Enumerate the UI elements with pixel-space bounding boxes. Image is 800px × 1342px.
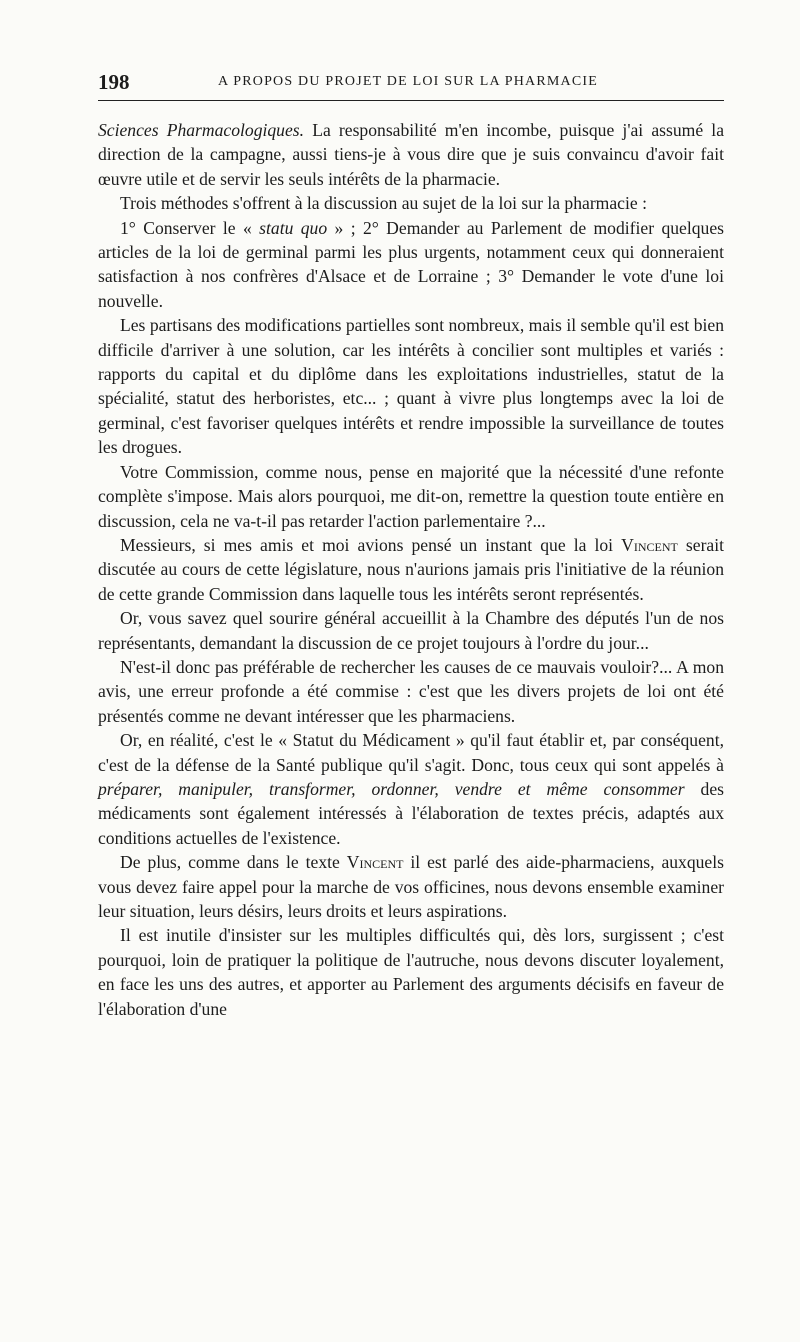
paragraph-6-text-c: serait discutée au cours de cette législature, nous n'aurions jamais pris l'initiative de la réunion de cette grande Commission dans laquelle tous les intérêts seront représentés. (98, 534, 725, 604)
paragraph-3-text-c: » ; 2° Demander au Parlement de modifier quelques articles de la loi de germinal parmi les plus urgents, notamment ceux qui donneraient satisfaction à nos confrères d'Alsace et de Lorraine ; 3° Demander le vote d'une loi nouvelle. (98, 217, 725, 311)
paragraph-9-text-c: des médicaments sont également intéressés à l'élaboration de textes précis, adaptés aux conditions actuelles de l'existence. (98, 778, 724, 848)
paragraph-2: Trois méthodes s'offrent à la discussion au sujet de la loi sur la pharmacie : (120, 193, 647, 214)
paragraph-3-text-a: 1° Conserver le « (120, 217, 260, 238)
paragraph-1-text: La responsabilité m'en incombe, puisque j'ai assumé la direction de la campagne, aussi tiens-je à vous dire que je suis convaincu d'avoir fait œuvre utile et de servir les seuls intérêts de la pharmacie. (98, 120, 724, 189)
page-header (98, 64, 724, 101)
paragraph-11: Il est inutile d'insister sur les multiples difficultés qui, dès lors, surgissent ; c'est pourquoi, loin de pratiquer la politique de l'autruche, nous devons discuter loyalement, en face les uns des autres, et apporter au Parlement des arguments décisifs en faveur de l'élaboration d'une (98, 925, 724, 1019)
paragraph-1 (98, 118, 724, 191)
paragraph-10 (98, 850, 724, 923)
paragraph-7: Or, vous savez quel sourire général accueillit à la Chambre des députés l'un de nos représentants, demandant la discussion de ce projet toujours à l'ordre du jour... (98, 608, 724, 653)
paragraph-1-italic: Sciences Pharmacologiques. (98, 120, 305, 140)
paragraph-9-text-a: Or, en réalité, c'est le « Statut du Médicament » qu'il faut établir et, par conséquent, c'est de la défense de la Santé publique qu'il s'agit. Donc, tous ceux qui sont appelés à (98, 730, 724, 775)
paragraph-5: Votre Commission, comme nous, pense en majorité que la nécessité d'une refonte complète s'impose. Mais alors pourquoi, me dit-on, remettre la question toute entière en discussion, cela ne va-t-il pas retarder l'action parlementaire ?... (98, 461, 724, 531)
page-number: 198 (98, 70, 130, 94)
paragraph-10-text-a: De plus, comme dans le texte (120, 852, 347, 873)
paragraph-6-name: Vincent (621, 534, 678, 555)
paragraph-9-italic: préparer, manipuler, transformer, ordonner, vendre et même consommer (98, 778, 685, 799)
paragraph-3 (98, 216, 724, 314)
running-title: A PROPOS DU PROJET DE LOI SUR LA PHARMACIE (218, 74, 598, 89)
paragraph-10-name: Vincent (346, 852, 404, 873)
paragraph-6-text-a: Messieurs, si mes amis et moi avions pensé un instant que la loi (120, 534, 622, 555)
body-text (98, 118, 724, 1021)
paragraph-3-italic: statu quo (259, 217, 328, 238)
paragraph-10-text-c: il est parlé des aide-pharmaciens, auxquels vous devez faire appel pour la marche de vos officines, nous devons ensemble examiner leur situation, leurs désirs, leurs droits et leurs aspirations. (98, 852, 724, 921)
paragraph-6 (98, 533, 724, 606)
paragraph-9 (98, 728, 724, 850)
paragraph-4: Les partisans des modifications partielles sont nombreux, mais il semble qu'il est bien difficile d'arriver à une solution, car les intérêts à concilier sont multiples et variés : rapports du capital et du diplôme dans les exploitations industrielles, statut de la spécialité, statut des herboristes, etc... ; quant à vivre plus longtemps avec la loi de germinal, c'est favoriser quelques intérêts et rendre impossible la surveillance de toutes les drogues. (98, 315, 724, 458)
paragraph-8: N'est-il donc pas préférable de rechercher les causes de ce mauvais vouloir?... A mon avis, une erreur profonde a été commise : c'est que les divers projets de loi ont été présentés comme ne devant intéresser que les pharmaciens. (98, 656, 724, 726)
